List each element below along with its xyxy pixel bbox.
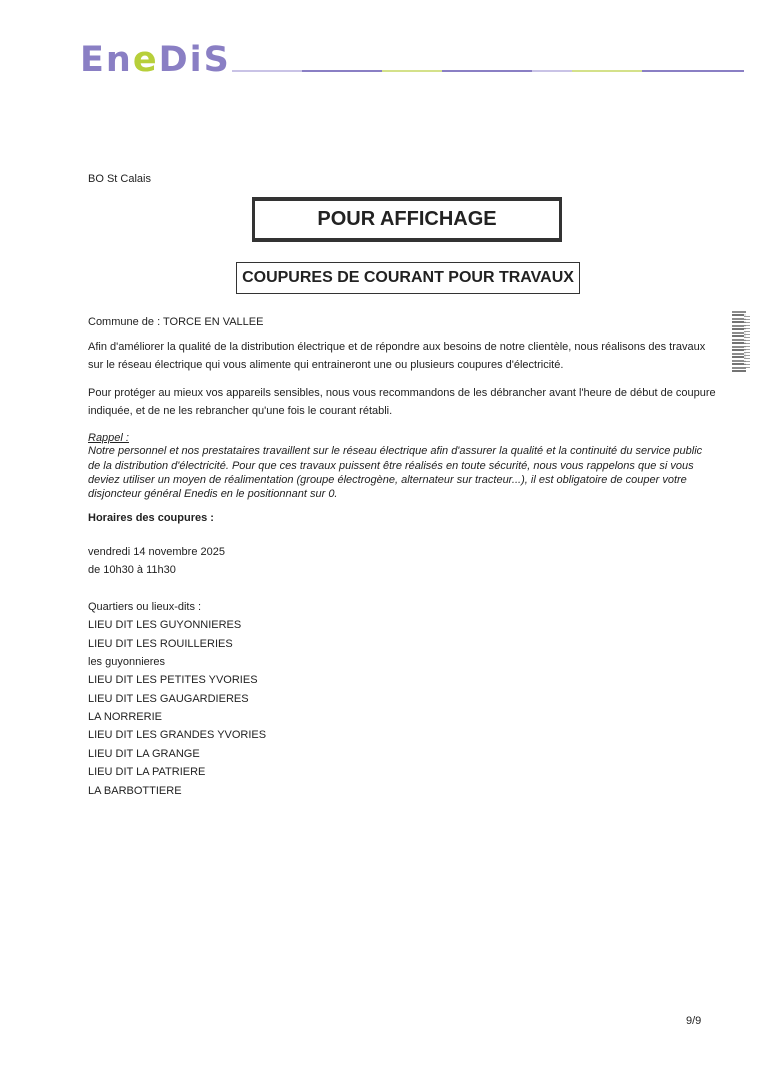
place-item: LIEU DIT LES GRANDES YVORIES	[88, 729, 267, 741]
places-heading: Quartiers ou lieux-dits :	[88, 601, 202, 613]
page-subtitle: COUPURES DE COURANT POUR TRAVAUX	[242, 269, 574, 286]
origin-label: BO St Calais	[88, 173, 151, 185]
place-item: LA NORRERIE	[88, 711, 162, 723]
place-item: LIEU DIT LES GAUGARDIERES	[88, 693, 249, 705]
page-number: 9/9	[686, 1015, 702, 1027]
advice-line-2: indiquée, et de ne les rebrancher qu'une fois le courant rétabli.	[88, 405, 393, 417]
outage-date: vendredi 14 novembre 2025	[88, 546, 225, 558]
reminder-line-2: de la distribution d'électricité. Pour que ces travaux puissent être réalisés en toute sécurité, nous vous rappelons que si vous	[88, 460, 694, 472]
commune-label: Commune de : TORCE EN VALLEE	[88, 316, 264, 328]
header-decorative-rule	[232, 70, 744, 74]
intro-line-1: Afin d'améliorer la qualité de la distribution électrique et de répondre aux besoins de notre clientèle, nous réalisons des travaux	[88, 341, 706, 353]
outage-time: de 10h30 à 11h30	[88, 564, 176, 576]
logo-part-2: e	[132, 40, 159, 80]
place-item: LIEU DIT LA GRANGE	[88, 748, 200, 760]
reminder-line-3: deviez utiliser un moyen de réalimentation (groupe électrogène, alternateur sur tracteur...), il est obligatoire de couper votre	[88, 474, 687, 486]
place-item: LIEU DIT LA PATRIERE	[88, 766, 206, 778]
logo-part-3: DiS	[158, 40, 231, 80]
place-item: LIEU DIT LES PETITES YVORIES	[88, 674, 258, 686]
logo-part-1: En	[80, 40, 133, 80]
page-title: POUR AFFICHAGE	[317, 208, 497, 230]
place-item: les guyonnieres	[88, 656, 166, 668]
enedis-logo	[80, 40, 231, 80]
barcode-graphic-secondary	[744, 314, 750, 368]
schedule-heading: Horaires des coupures :	[88, 512, 214, 524]
subtitle-box	[236, 262, 580, 294]
place-item: LIEU DIT LES ROUILLERIES	[88, 638, 233, 650]
reminder-line-4: disjoncteur général Enedis en le positionnant sur 0.	[88, 488, 338, 500]
intro-line-2: sur le réseau électrique qui vous alimente qui entraineront une ou plusieurs coupures d'électricité.	[88, 359, 564, 371]
reminder-line-1: Notre personnel et nos prestataires travaillent sur le réseau électrique afin d'assurer la qualité et la continuité du service public	[88, 445, 703, 457]
title-box	[252, 197, 562, 242]
place-item: LIEU DIT LES GUYONNIERES	[88, 619, 242, 631]
advice-line-1: Pour protéger au mieux vos appareils sensibles, nous vous recommandons de les débrancher avant l'heure de début de coupure	[88, 387, 716, 399]
reminder-title: Rappel :	[88, 432, 129, 444]
place-item: LA BARBOTTIERE	[88, 785, 182, 797]
